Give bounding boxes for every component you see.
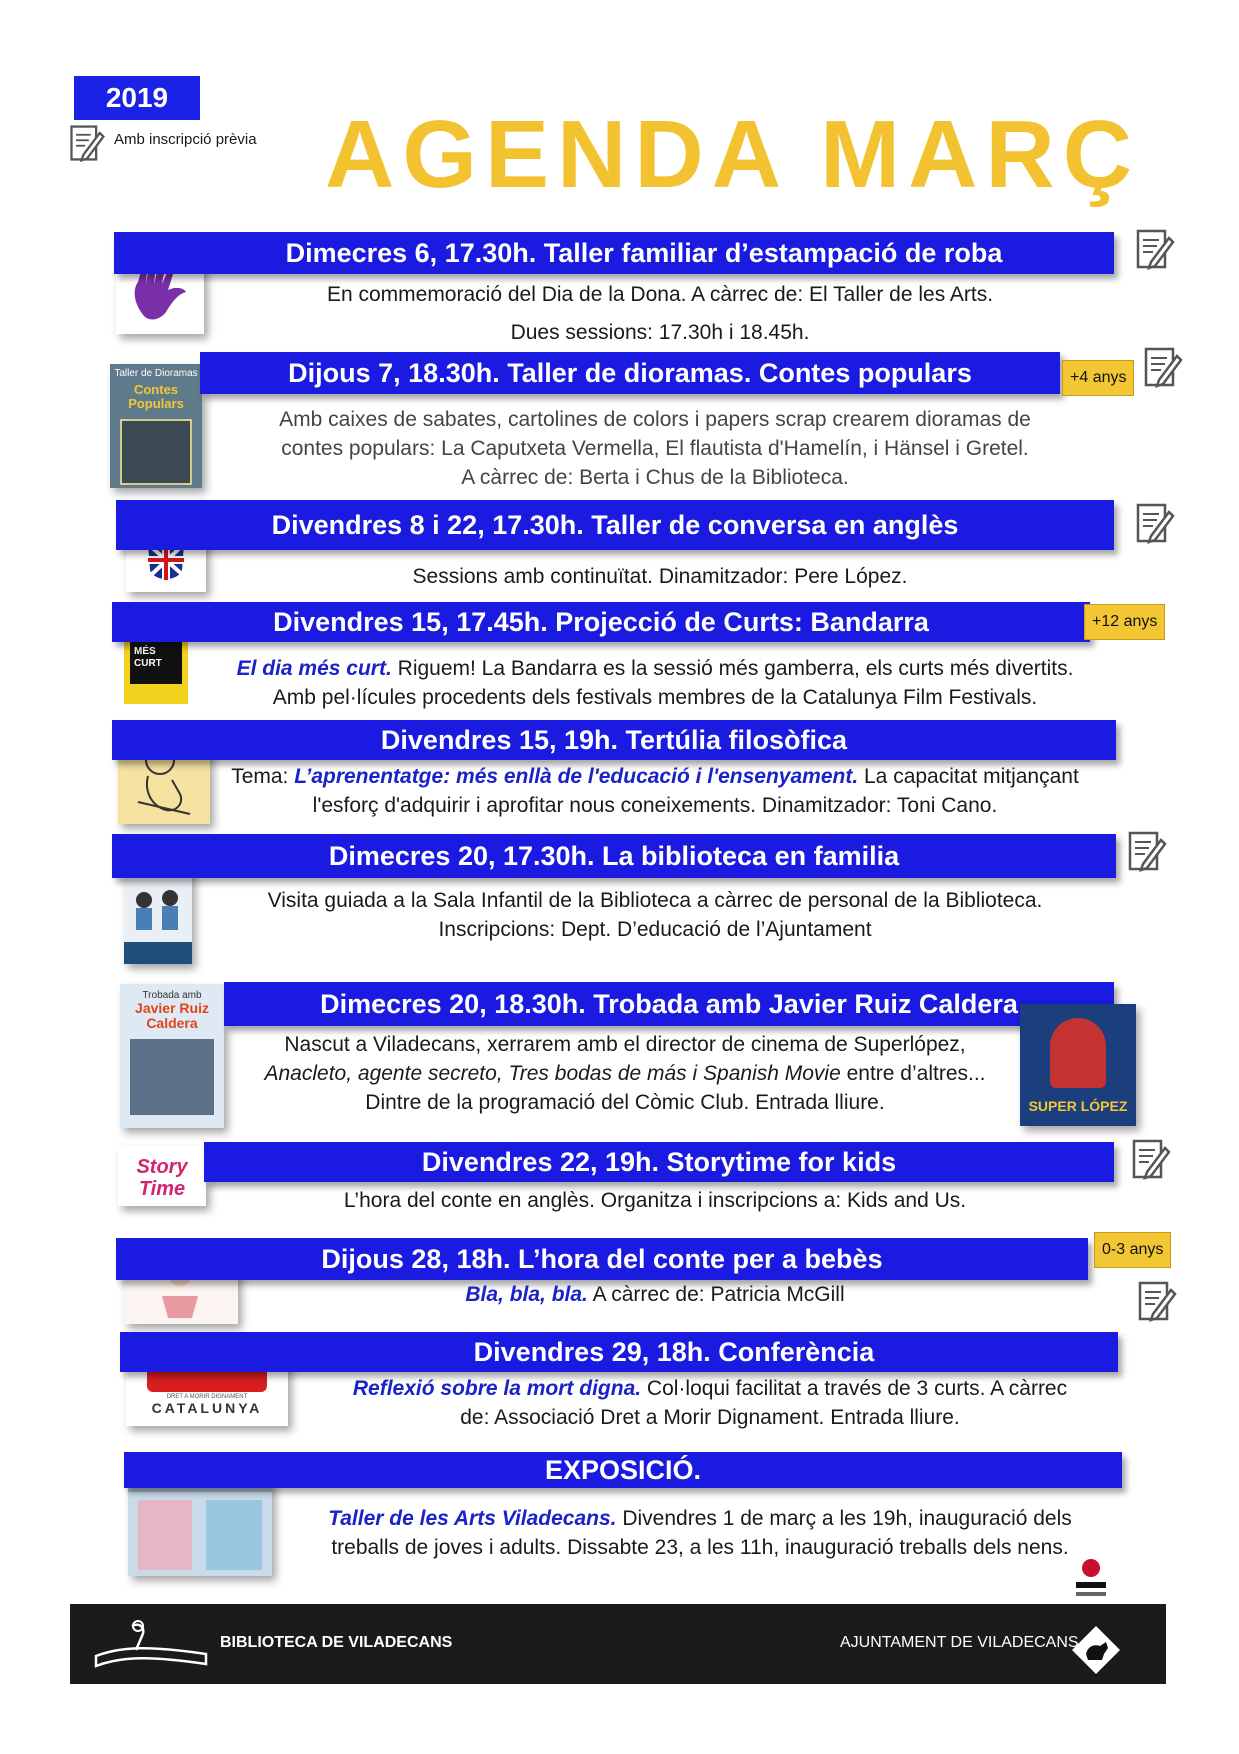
poster-figure [1050,1018,1106,1088]
poster-caption: Trobada amb [142,990,202,1001]
exhibition-title-bar: EXPOSICIÓ. [124,1452,1122,1488]
event-description-line: treballs de joves i adults. Dissabte 23, a les 11h, inauguració treballs dels nens. [331,1536,1069,1559]
age-badge: +4 anys [1062,360,1134,396]
city-hall-name: AJUNTAMENT DE VILADECANS [840,1634,1079,1651]
event-description [215,1280,1095,1309]
year-badge: 2019 [74,76,200,120]
event-description [215,886,1095,944]
event-title-bar: Divendres 15, 19h. Tertúlia filosòfica [112,720,1116,760]
poster-title: Javier Ruiz Caldera [135,1000,209,1031]
event-description-line: l'esforç d'adquirir i aprofitar nous coneixements. Dinamitzador: Toni Cano. [312,794,998,817]
event-highlight: L’aprenentatge: més enllà de l'educació i l'ensenyament. [294,765,859,788]
event-title-bar: Dijous 28, 18h. L’hora del conte per a bebès [116,1238,1088,1280]
event-description-line: Visita guiada a la Sala Infantil de la Biblioteca a càrrec de personal de la Biblioteca. [267,889,1043,912]
event-description [215,405,1095,492]
storytime-logo: Story Time [136,1156,188,1200]
event-description [280,1504,1120,1562]
event-description-line: Dintre de la programació del Còmic Club. Entrada lliure. [365,1091,885,1114]
event-description-line: Inscripcions: Dept. D’educació de l’Ajuntament [438,918,872,941]
event-description [215,1186,1095,1215]
age-badge: +12 anys [1084,604,1165,640]
event-description-text: Riguem! La Bandarra es la sessió més gamberra, els curts més divertits. [391,657,1074,680]
event-description-line: L’hora del conte en anglès. Organitza i inscripcions a: Kids and Us. [343,1189,967,1212]
age-badge: 0-3 anys [1094,1232,1171,1268]
event-description-line: de: Associació Dret a Morir Dignament. Entrada lliure. [460,1406,960,1429]
poster-image [120,419,192,485]
footer [70,1604,1166,1684]
poster-word: MÉS [134,646,156,657]
poster-title: Contes Populars [128,382,184,411]
event-title-bar: Dijous 7, 18.30h. Taller de dioramas. Contes populars [200,352,1060,394]
event-description-line: contes populars: La Caputxeta Vermella, El flautista d'Hamelín, i Hänsel i Gretel. [281,437,1029,460]
event-description-line: Sessions amb continuïtat. Dinamitzador: Pere López. [412,565,908,588]
event-description-text: Tema: [231,765,295,788]
event-description-line: A càrrec de: Berta i Chus de la Biblioteca. [461,466,849,489]
event-highlight: Taller de les Arts Viladecans. [328,1507,617,1530]
registration-icon [1131,1136,1171,1182]
poster-caption: Taller de Dioramas [114,368,198,379]
event-title-bar: Dimecres 6, 17.30h. Taller familiar d’estampació de roba [114,232,1114,274]
legend-label: Amb inscripció prèvia [114,131,257,148]
event-highlight: El dia més curt. [236,657,392,680]
event-description-text: Divendres 1 de març a les 19h, inauguració dels [616,1507,1072,1530]
film-titles: Anacleto, agente secreto, Tres bodas de más i Spanish Movie [264,1062,841,1085]
event-description-line: Nascut a Viladecans, xerrarem amb el director de cinema de Superlópez, [284,1033,966,1056]
library-name: BIBLIOTECA DE VILADECANS [220,1634,453,1651]
event-title-bar: Divendres 8 i 22, 17.30h. Taller de conversa en anglès [116,500,1114,550]
event-title-bar: Dimecres 20, 17.30h. La biblioteca en familia [112,834,1116,878]
storytime-thumbnail [118,1146,206,1206]
city-hall-seal-icon [1066,1558,1116,1602]
event-description [300,1374,1120,1432]
event-title-bar: Divendres 22, 19h. Storytime for kids [204,1142,1114,1182]
event-description-text: Col·loqui facilitat a través de 3 curts. A càrrec [641,1377,1068,1400]
event-description-line: En commemoració del Dia de la Dona. A càrrec de: El Taller de les Arts. [326,283,994,306]
event-description-text: La capacitat mitjançant [858,765,1079,788]
event-description [215,654,1095,712]
event-description-line: Amb pel·lícules procedents dels festivals membres de la Catalunya Film Festivals. [272,686,1038,709]
viladecans-shield-icon [1070,1624,1122,1676]
logo-caption: DRET A MORIR DIGNAMENT [166,1394,248,1400]
poster-image [130,1039,214,1115]
registration-icon [1127,828,1167,874]
poster-word: CURT [134,658,162,669]
javier-ruiz-poster-thumbnail [120,984,224,1128]
superlopez-poster-thumbnail [1020,1004,1136,1126]
storefront-window [138,1500,192,1570]
event-description-text: entre d’altres... [840,1062,986,1085]
page-title: AGENDA MARÇ [325,101,1141,208]
registration-icon [1135,500,1175,546]
dioramas-poster-thumbnail [110,364,202,488]
logo-text: CATALUNYA [151,1400,263,1416]
library-logo-icon [92,1618,210,1674]
event-description [225,1030,1025,1117]
event-title-bar: Divendres 15, 17.45h. Projecció de Curts: Bandarra [112,602,1090,642]
registration-icon [1137,1278,1177,1324]
event-highlight: Bla, bla, bla. [465,1283,588,1306]
event-description [220,562,1100,591]
event-description [220,280,1100,347]
poster-title: SUPER LÓPEZ [1028,1098,1128,1114]
event-highlight: Reflexió sobre la mort digna. [352,1377,642,1400]
registration-icon [68,122,106,164]
event-description-line: Dues sessions: 17.30h i 18.45h. [510,321,810,344]
registration-icon [1143,344,1183,390]
storefront-window [206,1500,262,1570]
event-description [215,762,1095,820]
event-description-text: A càrrec de: Patricia McGill [587,1283,845,1306]
registration-icon [1135,226,1175,272]
event-title-bar: Dimecres 20, 18.30h. Trobada amb Javier Ruiz Caldera [224,982,1114,1026]
event-title-bar: Divendres 29, 18h. Conferència [120,1332,1118,1372]
event-description-line: Amb caixes de sabates, cartolines de colors i papers scrap crearem dioramas de [279,408,1031,431]
